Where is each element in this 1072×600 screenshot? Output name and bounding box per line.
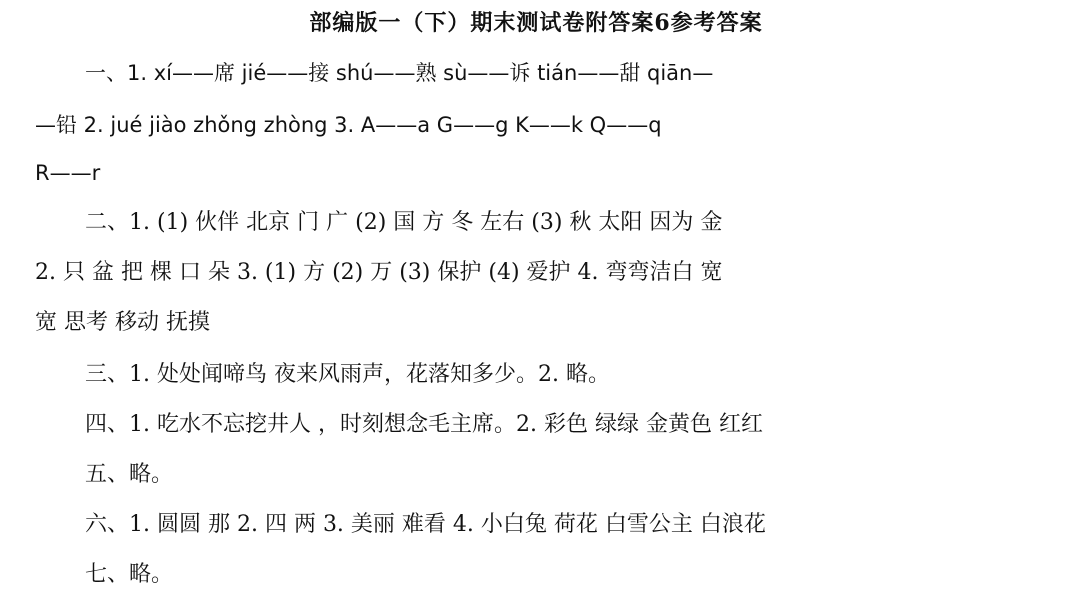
answer-line-1: 一、1. xí——席 jié——接 shú——熟 sù——诉 tián——甜 qiān— <box>85 61 714 85</box>
answer-line-5: 2. 只 盆 把 棵 口 朵 3. (1) 方 (2) 万 (3) 保护 (4) 爱护 4. 弯弯洁白 宽 <box>35 260 723 285</box>
answer-line-9: 五、略。 <box>85 462 174 487</box>
answer-line-8: 四、1. 吃水不忘挖井人 ，时刻想念毛主席。2. 彩色 绿绿 金黄色 红红 <box>85 412 763 437</box>
page-title: 部编版一（下）期末测试卷附答案6参考答案 <box>309 10 763 36</box>
answer-line-3: R——r <box>35 161 101 185</box>
answer-line-10: 六、1. 圆圆 那 2. 四 两 3. 美丽 难看 4. 小白兔 荷花 白雪公主 白浪花 <box>85 512 766 537</box>
answer-line-7: 三、1. 处处闻啼鸟 夜来风雨声，花落知多少。2. 略。 <box>85 362 610 387</box>
answer-line-6: 宽 思考 移动 抚摸 <box>35 310 210 335</box>
answer-line-11: 七、略。 <box>85 562 174 587</box>
answer-line-4: 二、1. (1) 伙伴 北京 门 广 (2) 国 方 冬 左右 (3) 秋 太阳 因为 金 <box>85 210 723 235</box>
answer-line-2: —铅 2. jué jiào zhǒng zhòng 3. A——a G——g K——k Q——q <box>35 113 662 137</box>
